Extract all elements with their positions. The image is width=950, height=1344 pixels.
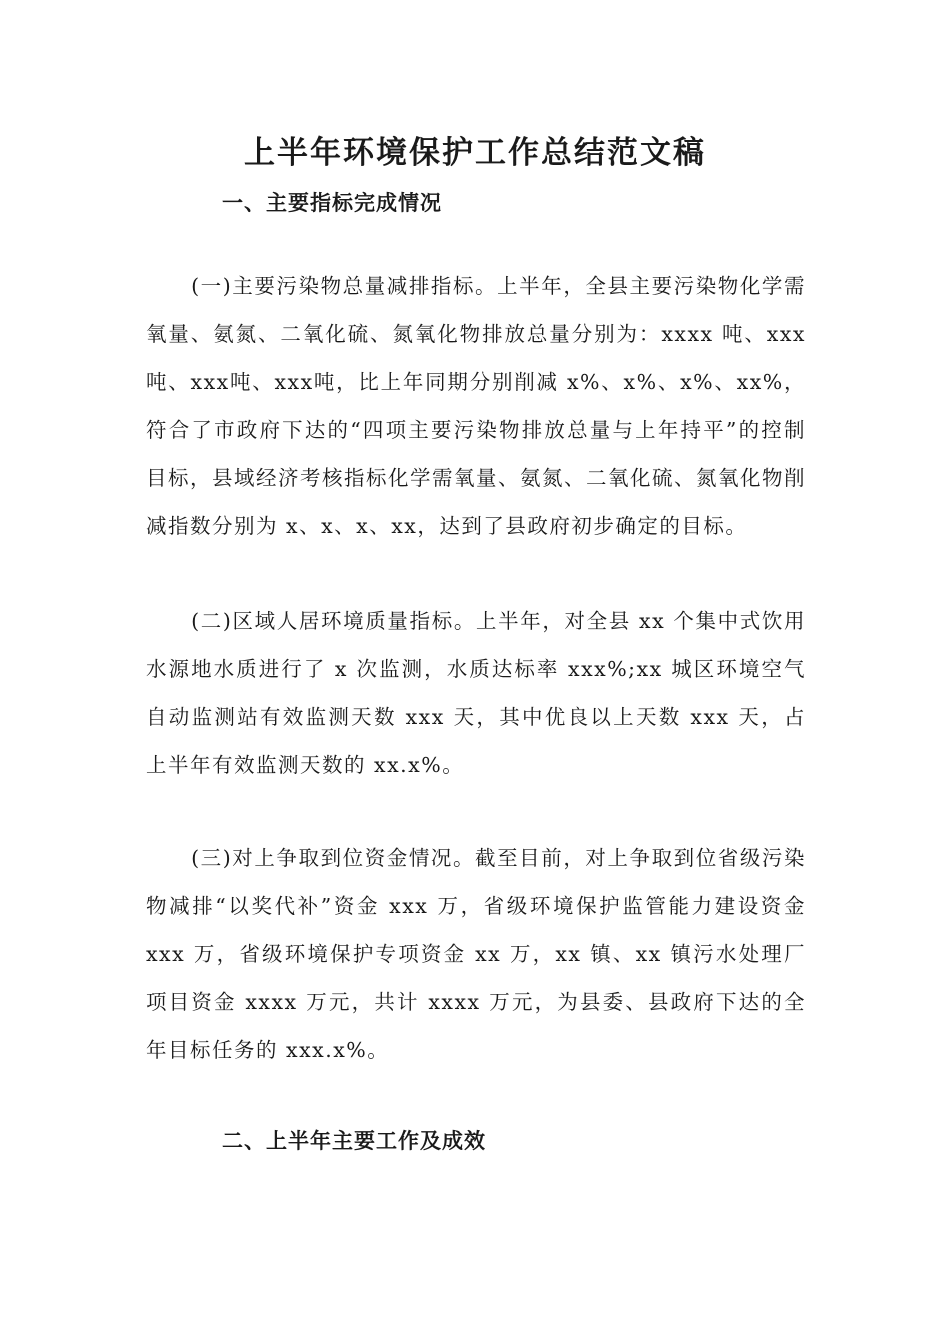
document-title: 上半年环境保护工作总结范文稿 bbox=[244, 135, 706, 171]
paragraph-2: (二)区域人居环境质量指标。上半年，对全县 xx 个集中式饮用水源地水质进行了 x 次监测，水质达标率 xxx%;xx 城区环境空气自动监测站有效监测天数 xxx 天，其中优良以上天数 xxx 天，占上半年有效监测天数的 xx.x%。 bbox=[146, 609, 806, 777]
paragraph-1: (一)主要污染物总量减排指标。上半年，全县主要污染物化学需氧量、氨氮、二氧化硫、氮氧化物排放总量分别为：xxxx 吨、xxx吨、xxx吨、xxx吨，比上年同期分别削减 x%、x%、x%、xx%，符合了市政府下达的“四项主要污染物排放总量与上年持平”的控制目标，县域经济考核指标化学需氧量、氨氮、二氧化硫、氮氧化物削减指数分别为 x、x、x、xx，达到了县政府初步确定的目标。 bbox=[146, 274, 806, 538]
section-heading-2: 二、上半年主要工作及成效 bbox=[222, 1128, 486, 1153]
section-heading-1: 一、主要指标完成情况 bbox=[222, 190, 442, 215]
paragraph-3: (三)对上争取到位资金情况。截至目前，对上争取到位省级污染物减排“以奖代补”资金 xxx 万，省级环境保护监管能力建设资金 xxx 万，省级环境保护专项资金 xx 万，xx 镇、xx 镇污水处理厂项目资金 xxxx 万元，共计 xxxx 万元，为县委、县政府下达的全年目标任务的 xxx.x%。 bbox=[146, 846, 806, 1062]
